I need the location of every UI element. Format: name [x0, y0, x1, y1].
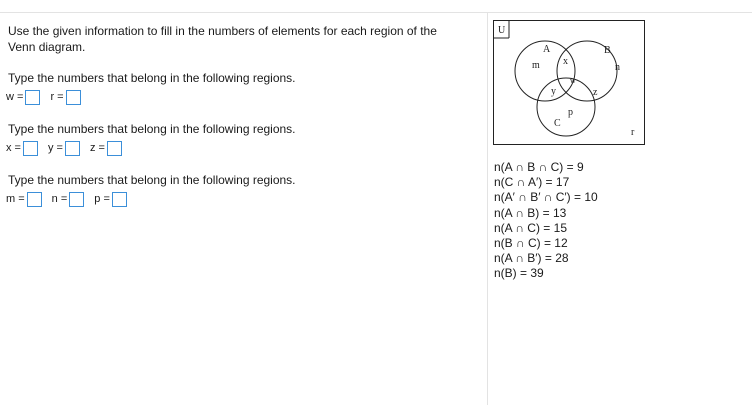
p-input[interactable]	[112, 192, 127, 207]
region-x-label: x	[563, 56, 568, 67]
given-fact: n(A′ ∩ B′ ∩ C′) = 10	[494, 190, 598, 205]
r-label: r =	[50, 91, 64, 103]
instruction-line-2: Venn diagram.	[8, 40, 86, 54]
w-input[interactable]	[25, 90, 40, 105]
y-label: y =	[47, 142, 63, 154]
set-b-label: B	[604, 45, 611, 56]
x-label: x =	[6, 142, 21, 154]
y-input[interactable]	[65, 141, 80, 156]
region-n-label: n	[615, 62, 620, 73]
w-label: w =	[6, 91, 24, 103]
x-input[interactable]	[23, 141, 38, 156]
z-label: z =	[89, 142, 105, 154]
region-y-label: y	[551, 86, 556, 97]
region-z-label: z	[593, 87, 598, 98]
m-input[interactable]	[27, 192, 42, 207]
section-3-answers	[6, 190, 137, 208]
given-fact: n(B ∩ C) = 12	[494, 236, 568, 251]
region-m-label: m	[532, 60, 540, 71]
given-fact: n(A ∩ B ∩ C) = 9	[494, 160, 584, 174]
venn-diagram	[493, 20, 645, 145]
n-label: n =	[51, 193, 68, 205]
region-p-label: p	[568, 107, 573, 118]
region-w-label: w	[570, 76, 576, 85]
section-2-prompt: Type the numbers that belong in the following regions.	[8, 122, 296, 136]
set-a-label: A	[543, 44, 551, 55]
top-divider	[0, 12, 752, 13]
n-input[interactable]	[69, 192, 84, 207]
section-2-answers	[6, 139, 132, 157]
given-fact: n(C ∩ A′) = 17	[494, 175, 570, 190]
given-fact: n(A ∩ C) = 15	[494, 220, 567, 235]
given-fact: n(B) = 39	[494, 266, 544, 281]
given-information	[494, 160, 598, 282]
set-c-label: C	[554, 118, 561, 129]
p-label: p =	[94, 193, 110, 205]
given-fact: n(A ∩ B) = 13	[494, 205, 567, 220]
section-1-prompt: Type the numbers that belong in the following regions.	[8, 71, 296, 85]
instruction-line-1: Use the given information to fill in the numbers of elements for each region of the	[8, 24, 437, 38]
given-fact: n(A ∩ B′) = 28	[494, 251, 569, 266]
z-input[interactable]	[107, 141, 122, 156]
region-r-label: r	[631, 127, 635, 138]
universe-label: U	[498, 25, 506, 36]
section-1-answers	[6, 88, 91, 106]
section-3-prompt: Type the numbers that belong in the following regions.	[8, 173, 296, 187]
column-divider	[487, 13, 488, 405]
r-input[interactable]	[66, 90, 81, 105]
universe-rectangle	[494, 21, 645, 145]
m-label: m =	[6, 193, 25, 205]
